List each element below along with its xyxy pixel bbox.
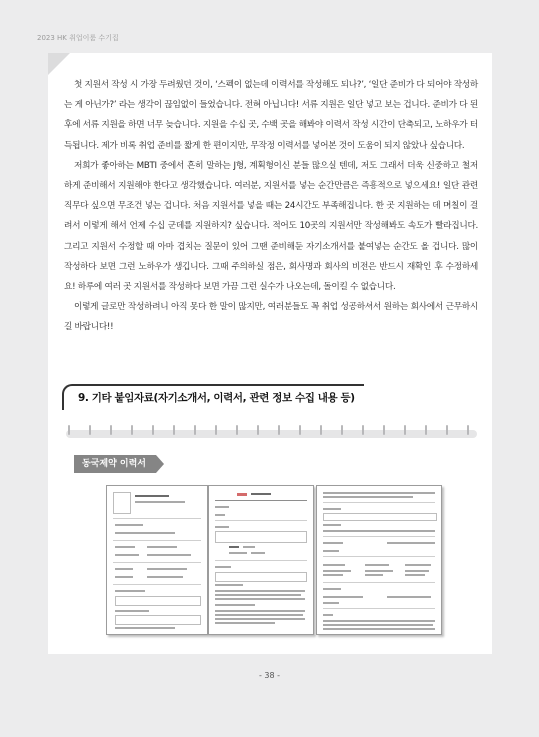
page-number: - 38 - <box>258 671 281 680</box>
resume-thumbnail-1 <box>106 485 208 635</box>
section-title: 9. 기타 붙임자료(자기소개서, 이력서, 관련 정보 수집 내용 등) <box>78 392 355 404</box>
page-sheet <box>48 53 492 654</box>
resume-thumbnail-2 <box>208 485 314 635</box>
page-corner-fold <box>48 53 70 75</box>
paragraph-1: 첫 지원서 작성 시 가장 두려웠던 것이, ‘스펙이 없는데 이력서를 작성해도 되나?’, ‘일단 준비가 다 되어야 작성하는 게 아닌가?’ 라는 생각이 끊임없이 들었습니다. 전혀 아닙니다! 서류 지원은 일단 넣고 보는 겁니다. 준비가 다 된 후에 서류 지원을 하면 너무 늦습니다. 지원을 수십 곳, 수백 곳을 해봐야 이력서 작성 시간이 단축되고, 노하우가 터득됩니다. 제가 비록 취업 준비를 짧게 한 편이지만, 무작정 이력서를 넣어본 것이 도움이 되지 않았나 싶습니다. <box>64 80 478 151</box>
body-text <box>64 75 478 338</box>
running-header: 2023 HK 취업이룸 수기집 <box>37 34 119 42</box>
attachment-label: 동국제약 이력서 <box>74 455 156 473</box>
paragraph-2: 저희가 좋아하는 MBTI 중에서 흔히 말하는 J형, 계획형이신 분들 많으실 텐데, 저도 그래서 더욱 신중하고 철저하게 준비해서 지원해야 한다고 생각했습니다. 여러분, 지원서를 넣는 순간만큼은 즉흥적으로 넣으세요! 일단 관련 직무다 싶으면 무조건 넣는 겁니다. 처음 지원서를 넣을 때는 24시간도 부족해집니다. 한 곳 지원하는 데 며칠이 걸려서 이렇게 해서 언제 수십 군데를 지원하지? 싶습니다. 적어도 10곳의 지원서만 작성해봐도 속도가 빨라집니다. 그리고 지원서 수정할 때 아마 겹치는 질문이 있어 그땐 준비해둔 자기소개서를 붙여넣는 순간도 올 겁니다. 많이 작성하다 보면 그런 노하우가 생깁니다. 그때 주의하실 점은, 회사명과 회사의 비전은 반드시 재확인 후 수정하세요! 하루에 여러 곳 지원서를 작성하다 보면 가끔 그런 실수가 나오는데, 돌이킬 수 없습니다. <box>64 160 478 293</box>
resume-thumbnail-3 <box>316 485 442 635</box>
binder-rings-divider <box>66 425 477 437</box>
paragraph-3: 이렇게 글로만 작성하려니 아직 못다 한 말이 많지만, 여러분들도 꼭 취업 성공하셔서 원하는 회사에서 근무하시길 바랍니다!! <box>64 302 478 333</box>
section-heading <box>62 384 364 410</box>
